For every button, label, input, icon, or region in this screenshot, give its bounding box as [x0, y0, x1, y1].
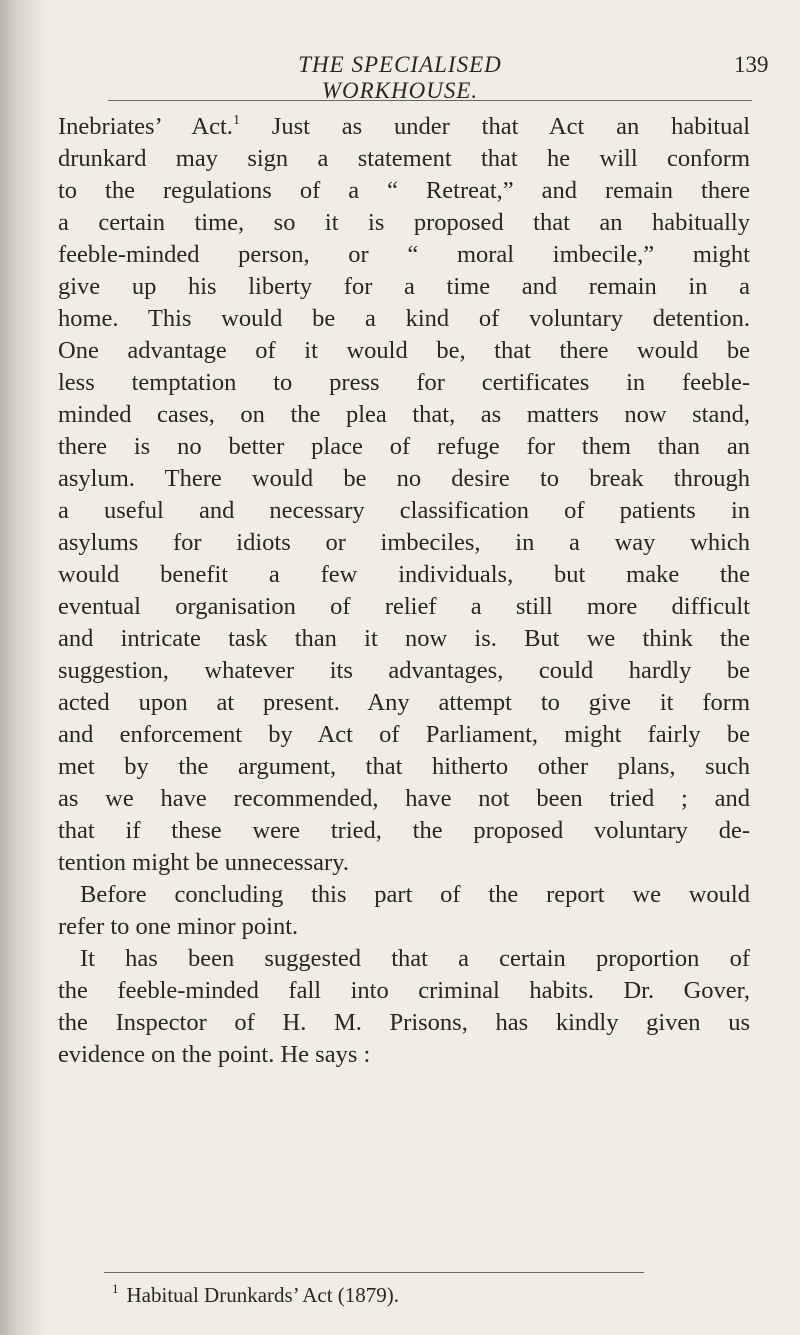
- footnote-reference: 1: [232, 113, 240, 128]
- footnote-marker: 1: [112, 1281, 119, 1296]
- text-run: acted upon at present. Any attempt to give it form: [58, 689, 750, 716]
- text-line: [58, 879, 750, 911]
- footnote: [112, 1280, 399, 1310]
- text-run: evidence on the point. He says :: [58, 1041, 371, 1068]
- text-run: feeble-minded person, or “ moral imbecile,” might: [58, 241, 750, 268]
- text-line: [58, 687, 750, 719]
- text-line: [58, 431, 750, 463]
- text-line: [58, 175, 750, 207]
- text-line: [58, 527, 750, 559]
- text-line: [58, 719, 750, 751]
- text-run: to the regulations of a “ Retreat,” and remain there: [58, 177, 750, 204]
- text-line: [58, 495, 750, 527]
- header-rule: [108, 100, 752, 101]
- text-run: Before concluding this part of the report we would: [80, 881, 750, 908]
- text-line: [58, 271, 750, 303]
- text-line: [58, 303, 750, 335]
- text-run: asylums for idiots or imbeciles, in a way which: [58, 529, 750, 556]
- text-run: One advantage of it would be, that there would be: [58, 337, 750, 364]
- text-run: asylum. There would be no desire to break through: [58, 465, 750, 492]
- text-run: give up his liberty for a time and remain in a: [58, 273, 750, 300]
- text-line: [58, 783, 750, 815]
- text-run: the feeble-minded fall into criminal habits. Dr. Gover,: [58, 977, 750, 1004]
- page-number: 139: [734, 52, 769, 77]
- text-line: [58, 815, 750, 847]
- text-line: [58, 655, 750, 687]
- text-run: and enforcement by Act of Parliament, might fairly be: [58, 721, 750, 748]
- text-line: [58, 207, 750, 239]
- text-line: [58, 1007, 750, 1039]
- text-line: [58, 335, 750, 367]
- text-run: suggestion, whatever its advantages, could hardly be: [58, 657, 750, 684]
- text-line: [58, 463, 750, 495]
- body-text: [58, 111, 750, 1071]
- text-run: the Inspector of H. M. Prisons, has kindly given us: [58, 1009, 750, 1036]
- text-run: as we have recommended, have not been tried ; and: [58, 785, 750, 812]
- text-line: [58, 111, 750, 143]
- text-run: that if these were tried, the proposed voluntary de-: [58, 817, 750, 844]
- text-line: [58, 367, 750, 399]
- text-line: [58, 847, 750, 879]
- text-line: [58, 975, 750, 1007]
- text-run: drunkard may sign a statement that he will conform: [58, 145, 750, 172]
- text-run: a certain time, so it is proposed that an habitually: [58, 209, 750, 236]
- text-run: there is no better place of refuge for them than an: [58, 433, 750, 460]
- text-run: tention might be unnecessary.: [58, 849, 349, 876]
- text-line: [58, 559, 750, 591]
- text-line: [58, 591, 750, 623]
- text-run: eventual organisation of relief a still more difficult: [58, 593, 750, 620]
- text-run: refer to one minor point.: [58, 913, 299, 940]
- text-run: a useful and necessary classification of patients in: [58, 497, 750, 524]
- text-line: [58, 623, 750, 655]
- text-line: [58, 143, 750, 175]
- text-line: [58, 399, 750, 431]
- text-line: [58, 751, 750, 783]
- text-run: less temptation to press for certificates in feeble-: [58, 369, 750, 396]
- text-run: would benefit a few individuals, but make the: [58, 561, 750, 588]
- text-run: home. This would be a kind of voluntary detention.: [58, 305, 750, 332]
- text-run: and intricate task than it now is. But we think the: [58, 625, 750, 652]
- text-run: met by the argument, that hitherto other plans, such: [58, 753, 750, 780]
- footnote-rule: [104, 1272, 644, 1273]
- footnote-text: Habitual Drunkards’ Act (1879).: [126, 1283, 400, 1307]
- text-line: [58, 239, 750, 271]
- running-title: THE SPECIALISED WORKHOUSE.: [298, 52, 502, 103]
- text-line: [58, 911, 750, 943]
- text-run: Inebriates’ Act.: [58, 113, 233, 140]
- text-line: [58, 1039, 750, 1071]
- text-line: [58, 943, 750, 975]
- text-run: Just as under that Act an habitual: [239, 113, 751, 140]
- text-run: minded cases, on the plea that, as matters now stand,: [58, 401, 750, 428]
- text-run: It has been suggested that a certain proportion of: [80, 945, 750, 972]
